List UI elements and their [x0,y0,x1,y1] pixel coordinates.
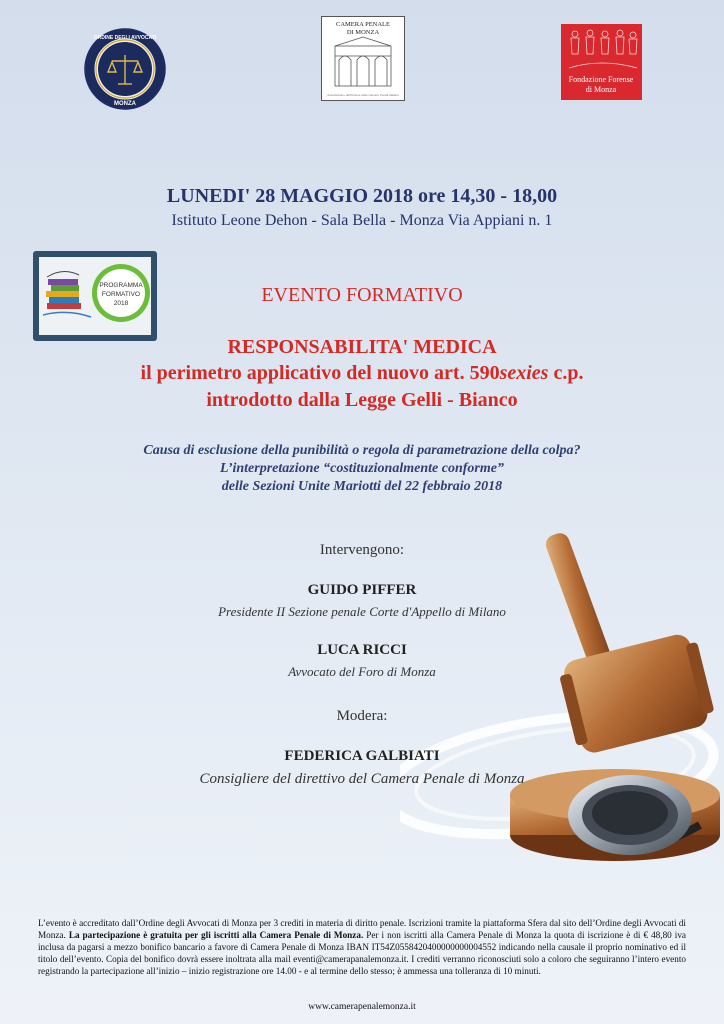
ordine-avvocati-logo [84,28,166,110]
fondazione-logo-line2: di Monza [585,85,617,94]
badge-line1: PROGRAMMA [99,282,143,289]
camera-penale-logo [321,16,405,101]
svg-text:CAMERA PENALE: CAMERA PENALE [336,21,390,28]
speaker-name: LUCA RICCI [317,642,407,658]
event-subtitle-line3: delle Sezioni Unite Mariotti del 22 febbraio 2018 [221,479,503,494]
event-venue: Istituto Leone Dehon - Sala Bella - Monza Via Appiani n. 1 [171,212,553,229]
event-title-line2: il perimetro applicativo del nuovo art. 590sexies c.p. [140,362,584,384]
event-title-line3: introdotto dalla Legge Gelli - Bianco [206,389,518,411]
svg-text:Associazione dell'Unione delle: Associazione dell'Unione delle Camere Penali Italiane [327,93,399,97]
footer-notes: L’evento è accreditato dall’Ordine degli Avvocati di Monza per 3 crediti in materia di diritto penale. Iscrizioni tramite la piattaforma Sfera dal sito dell’Ordine degli Avvocati di Monza. La partecipazione è gratuita per gli iscritti alla Camera Penale di Monza. Per i non iscritti alla Camera Penale di Monza la quota di iscrizione è di € 48,80 iva inclusa da pagarsi a mezzo bonifico bancario a favore di Camera Penale di Monza IBAN IT54Z0558420400000000004552 indicando nella causale il proprio nominativo ed il titolo dell’evento. Copia del bonifico dovrà essere inoltrata alla mail eventi@camerapanalemonza.it. I crediti verranno riconosciuti solo a coloro che seguiranno l’intero evento registrando la partecipazione all’inizio – inizio registrazione ore 14.00 - e al termine dello stesso; è ammessa una tolleranza di 10 minuti. [38,918,686,976]
speaker-name: GUIDO PIFFER [307,582,417,598]
event-subtitle-line1: Causa di esclusione della punibilità o regola di parametrazione della colpa? [143,443,581,458]
avvocati-logo-top-text: ORDINE DEGLI AVVOCATI [93,35,157,41]
footer-free-participation: La partecipazione è gratuita per gli iscritti alla Camera Penale di Monza. [68,930,364,940]
gavel-stethoscope-image [400,505,724,895]
speakers-label: Intervengono: [319,542,405,558]
svg-text:DI MONZA: DI MONZA [346,29,380,36]
speaker-role: Presidente II Sezione penale Corte d'Appello di Milano [218,604,506,619]
event-subtitle-line2: L’interpretazione “costituzionalmente conforme” [220,461,504,476]
moderator-label: Modera: [336,708,388,724]
speaker-role: Avvocato del Foro di Monza [288,664,436,679]
footer-website-link[interactable]: www.camerapenalemonza.it [308,1002,416,1012]
fondazione-forense-logo [561,24,642,100]
badge-line3: 2018 [113,300,129,307]
event-date-time: LUNEDI' 28 MAGGIO 2018 ore 14,30 - 18,00 [166,185,558,207]
event-title-line1: RESPONSABILITA' MEDICA [227,336,497,358]
fondazione-logo-line1: Fondazione Forense [568,75,634,84]
event-type: EVENTO FORMATIVO [261,284,463,306]
sexies-italic: sexies [499,362,549,384]
badge-line2: FORMATIVO [101,291,141,298]
moderator-role: Consigliere del direttivo del Camera Penale di Monza [199,771,525,787]
moderator-name: FEDERICA GALBIATI [284,748,440,764]
avvocati-logo-bottom-text: MONZA [114,101,136,107]
